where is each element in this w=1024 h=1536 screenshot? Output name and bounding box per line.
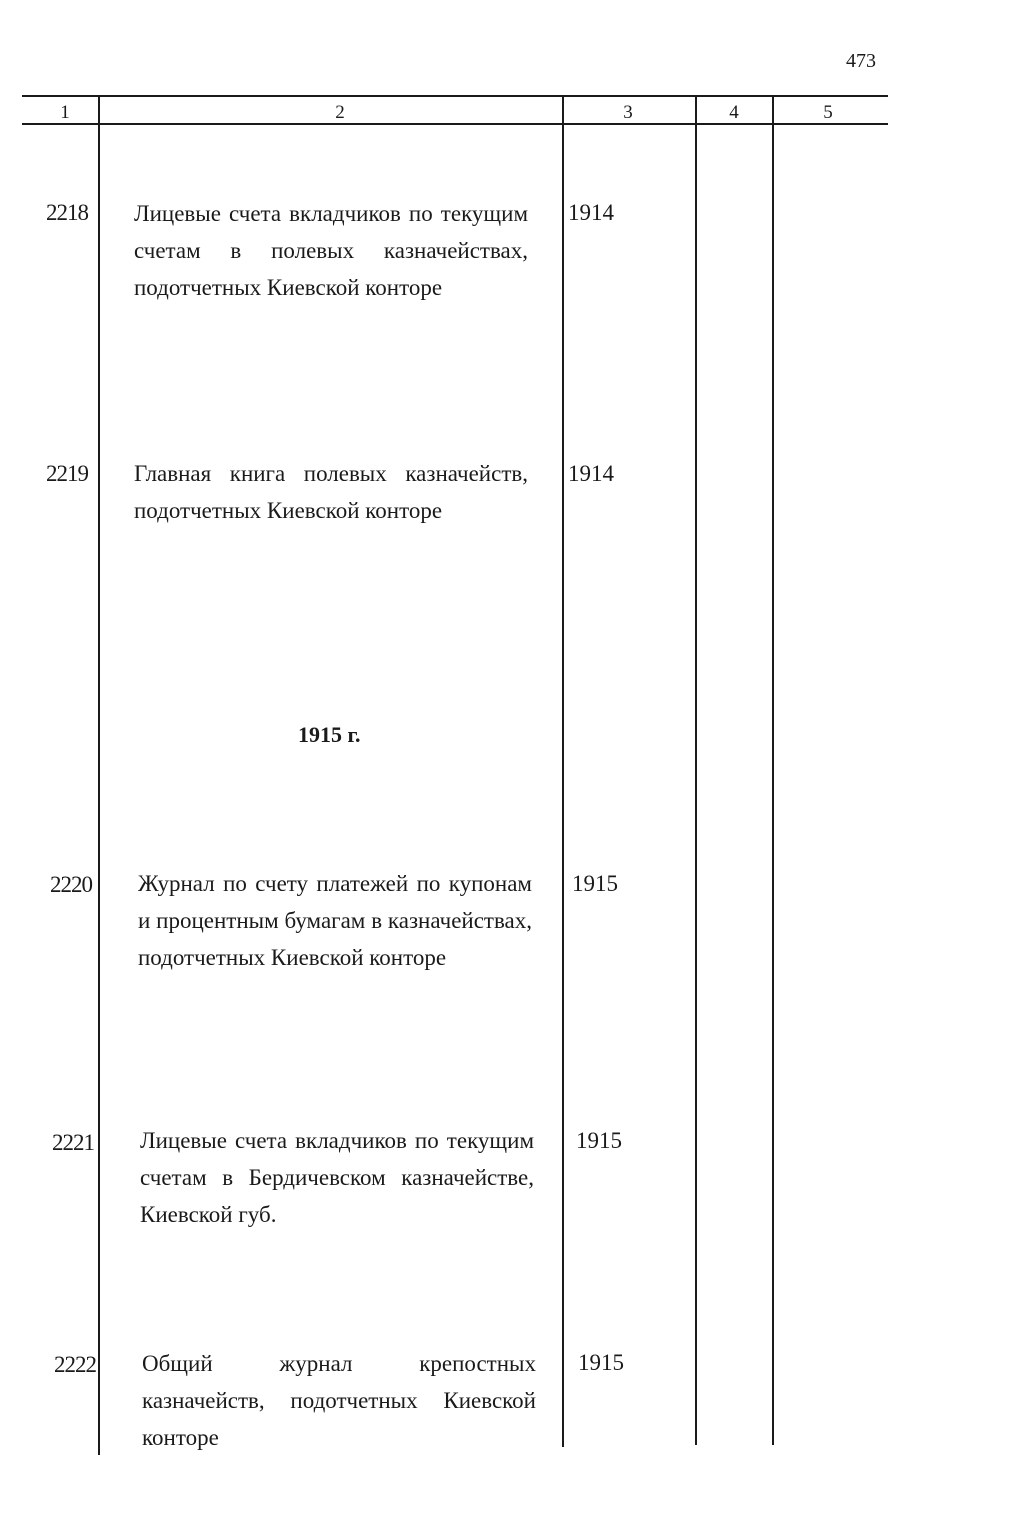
- column-header-5: 5: [823, 102, 833, 123]
- record-number: 2222: [54, 1352, 96, 1377]
- column-rule-3: [695, 95, 697, 1445]
- header-top-rule: [22, 95, 888, 97]
- record-date: 1915: [578, 1350, 624, 1375]
- header-bottom-rule: [22, 123, 888, 125]
- record-date: 1915: [576, 1128, 622, 1153]
- record-title: Лицевые счета вкладчиков по текущим счетам в полевых казначействах, подотчетных Киевской конторе: [134, 201, 528, 300]
- record-title: Журнал по счету платежей по купонам и процентным бумагам в казначействах, подотчетных Киевской конторе: [138, 871, 532, 970]
- column-rule-4: [772, 95, 774, 1445]
- column-rule-1: [98, 95, 100, 1455]
- record-title: Общий журнал крепостных казначейств, подотчетных Киевской конторе: [142, 1351, 536, 1450]
- record-number: 2219: [46, 461, 88, 486]
- section-heading-year: 1915 г.: [298, 722, 361, 747]
- record-date: 1914: [568, 200, 614, 225]
- column-header-2: 2: [335, 102, 345, 123]
- column-header-1: 1: [60, 102, 70, 123]
- column-header-4: 4: [729, 102, 739, 123]
- record-title: Лицевые счета вкладчиков по текущим счетам в Бердичевском казначействе, Киевской губ.: [140, 1128, 534, 1227]
- record-title: Главная книга полевых казначейств, подотчетных Киевской конторе: [134, 461, 528, 523]
- record-number: 2218: [46, 200, 88, 225]
- record-number: 2221: [52, 1130, 94, 1155]
- record-date: 1914: [568, 461, 614, 486]
- column-rule-2: [562, 95, 564, 1447]
- record-number: 2220: [50, 872, 92, 897]
- page-number: 473: [846, 50, 876, 72]
- column-header-3: 3: [623, 102, 633, 123]
- record-date: 1915: [572, 871, 618, 896]
